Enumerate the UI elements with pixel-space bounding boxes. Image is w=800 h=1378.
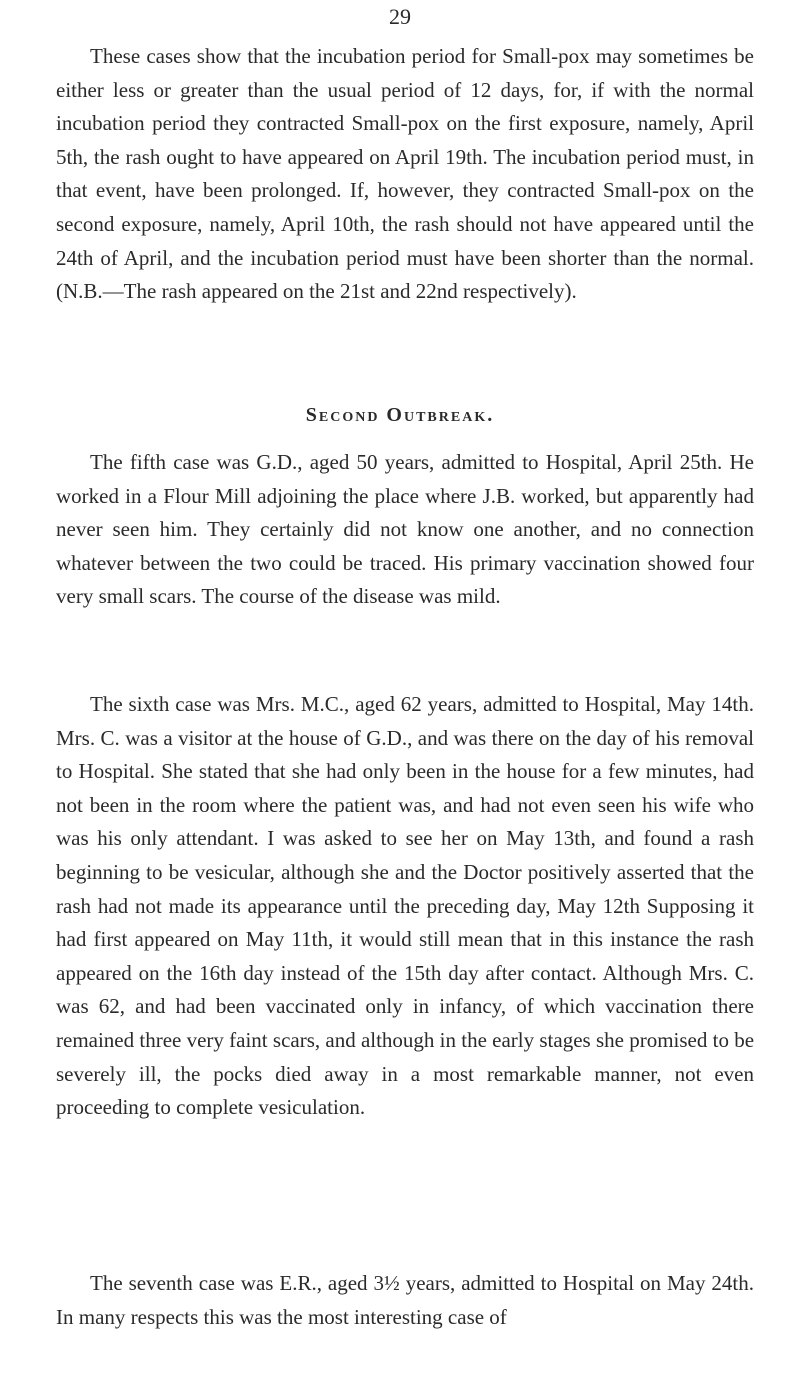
paragraph-incubation-period: These cases show that the incubation period for Small-pox may sometimes be either less or greater than the usual period of 12 days, for, if with the normal incubation period they contracted Small-pox on the first exposure, namely, April 5th, the rash ought to have appeared on April 19th. The incubation period must, in that event, have been prolonged. If, however, they contracted Small-pox on the second exposure, namely, April 10th, the rash should not have appeared until the 24th of April, and the incubation period must have been shorter than the normal. (N.B.—The rash appeared on the 21st and 22nd respectively).	[56, 44, 754, 304]
paragraph-fifth-case: The fifth case was G.D., aged 50 years, admitted to Hospital, April 25th. He worked in a Flour Mill adjoining the place where J.B. worked, but apparently had never seen him. They certainly did not know one another, and no connection whatever between the two could be traced. His primary vaccination showed four very small scars. The course of the disease was mild.	[56, 450, 754, 609]
page-number: 29	[389, 4, 411, 29]
section-heading-second-outbreak: Second Outbreak.	[305, 404, 495, 426]
paragraph-seventh-case: The seventh case was E.R., aged 3½ years, admitted to Hospital on May 24th. In many respects this was the most interesting case of	[56, 1271, 754, 1329]
paragraph-sixth-case: The sixth case was Mrs. M.C., aged 62 years, admitted to Hospital, May 14th. Mrs. C. was a visitor at the house of G.D., and was there on the day of his removal to Hospital. She stated that she had only been in the house for a few minutes, had not been in the room where the patient was, and had not even seen his wife who was his only attendant. I was asked to see her on May 13th, and found a rash beginning to be vesicular, although she and the Doctor positively asserted that the rash had not made its appearance until the preceding day, May 12th Supposing it had first appeared on May 11th, it would still mean that in this instance the rash appeared on the 16th day instead of the 15th day after contact. Although Mrs. C. was 62, and had been vaccinated only in infancy, of which vaccination there remained three very faint scars, and although in the early stages she promised to be severely ill, the pocks died away in a most remarkable manner, not even proceeding to complete vesiculation.	[56, 692, 755, 1120]
